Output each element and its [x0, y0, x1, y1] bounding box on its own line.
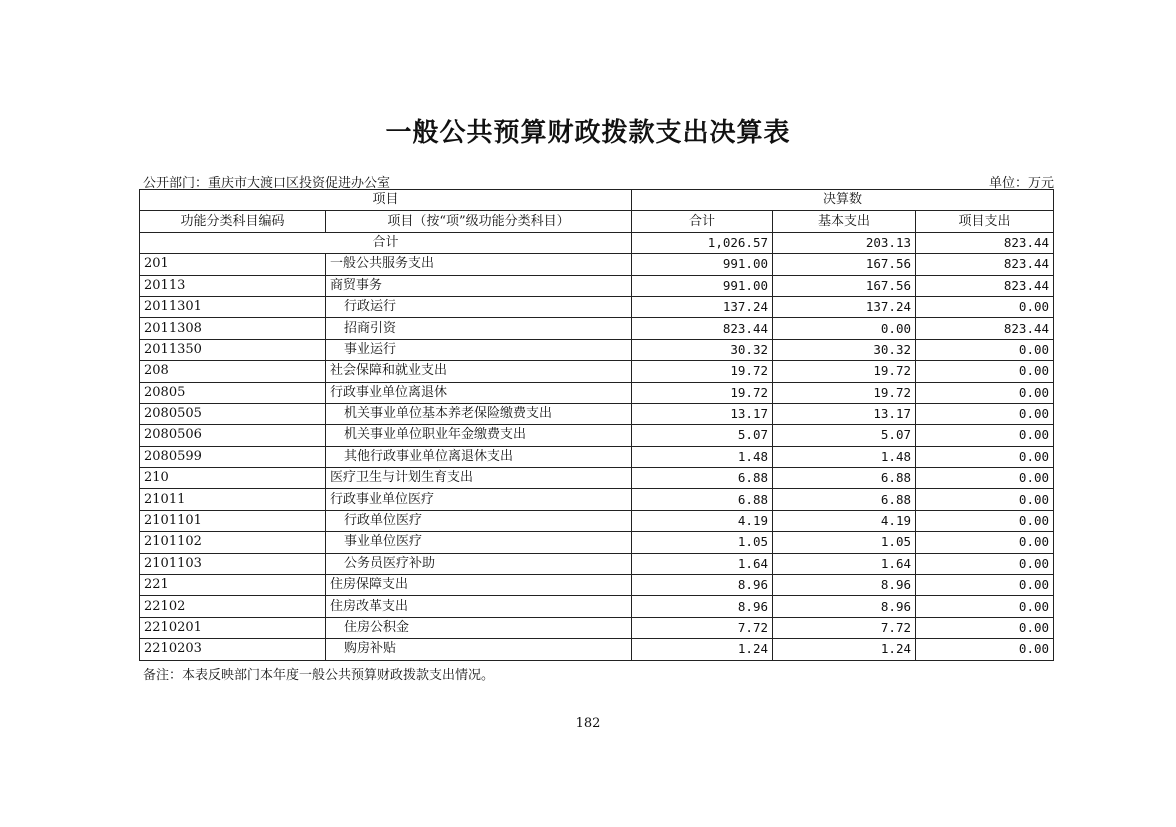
row-name: 社会保障和就业支出 [326, 361, 632, 382]
row-basic: 1.64 [773, 553, 916, 574]
table-row [140, 532, 1054, 553]
row-name: 住房改革支出 [326, 596, 632, 617]
table-row [140, 318, 1054, 339]
row-basic: 137.24 [773, 296, 916, 317]
table-row [140, 617, 1054, 638]
row-total: 19.72 [632, 382, 773, 403]
row-project: 823.44 [916, 254, 1054, 275]
table-row [140, 639, 1054, 660]
table-row [140, 275, 1054, 296]
row-code: 2210203 [140, 639, 326, 660]
row-basic: 0.00 [773, 318, 916, 339]
page-number: 182 [575, 716, 601, 731]
row-total: 4.19 [632, 510, 773, 531]
row-name: 住房公积金 [326, 617, 632, 638]
row-total: 1.48 [632, 446, 773, 467]
row-code: 2011301 [140, 296, 326, 317]
table-row [140, 596, 1054, 617]
page-title: 一般公共预算财政拨款支出决算表 [385, 118, 791, 148]
total-label: 合计 [140, 232, 632, 253]
row-project: 0.00 [916, 382, 1054, 403]
row-name: 医疗卫生与计划生育支出 [326, 468, 632, 489]
row-name: 一般公共服务支出 [326, 254, 632, 275]
row-total: 991.00 [632, 254, 773, 275]
row-name: 行政事业单位医疗 [326, 489, 632, 510]
row-code: 221 [140, 575, 326, 596]
total-row [140, 232, 1054, 253]
row-code: 2011308 [140, 318, 326, 339]
table-row [140, 510, 1054, 531]
row-total: 1.05 [632, 532, 773, 553]
row-code: 21011 [140, 489, 326, 510]
row-name: 商贸事务 [326, 275, 632, 296]
total-project: 823.44 [916, 232, 1054, 253]
budget-table [139, 189, 1054, 661]
row-code: 2101103 [140, 553, 326, 574]
row-basic: 1.48 [773, 446, 916, 467]
unit-label: 单位：万元 [988, 176, 1054, 191]
row-project: 0.00 [916, 339, 1054, 360]
header-project: 项目支出 [916, 211, 1054, 232]
table-row [140, 553, 1054, 574]
row-project: 0.00 [916, 403, 1054, 424]
row-name: 其他行政事业单位离退休支出 [326, 446, 632, 467]
row-project: 0.00 [916, 489, 1054, 510]
row-basic: 1.24 [773, 639, 916, 660]
row-project: 0.00 [916, 575, 1054, 596]
table-row [140, 339, 1054, 360]
header-basic: 基本支出 [773, 211, 916, 232]
header-total: 合计 [632, 211, 773, 232]
row-basic: 167.56 [773, 254, 916, 275]
row-code: 22102 [140, 596, 326, 617]
row-total: 5.07 [632, 425, 773, 446]
row-name: 行政事业单位离退休 [326, 382, 632, 403]
table-row [140, 254, 1054, 275]
row-basic: 6.88 [773, 468, 916, 489]
row-total: 137.24 [632, 296, 773, 317]
row-total: 19.72 [632, 361, 773, 382]
row-name: 招商引资 [326, 318, 632, 339]
row-basic: 19.72 [773, 382, 916, 403]
table-row [140, 403, 1054, 424]
row-name: 行政单位医疗 [326, 510, 632, 531]
table-note: 备注：本表反映部门本年度一般公共预算财政拨款支出情况。 [143, 668, 495, 683]
total-total: 1,026.57 [632, 232, 773, 253]
row-basic: 4.19 [773, 510, 916, 531]
row-total: 6.88 [632, 489, 773, 510]
row-name: 购房补贴 [326, 639, 632, 660]
row-basic: 5.07 [773, 425, 916, 446]
table-row [140, 489, 1054, 510]
row-code: 20805 [140, 382, 326, 403]
row-name: 机关事业单位职业年金缴费支出 [326, 425, 632, 446]
row-project: 0.00 [916, 446, 1054, 467]
row-project: 0.00 [916, 553, 1054, 574]
row-basic: 6.88 [773, 489, 916, 510]
row-code: 2101101 [140, 510, 326, 531]
row-name: 行政运行 [326, 296, 632, 317]
row-basic: 167.56 [773, 275, 916, 296]
row-name: 住房保障支出 [326, 575, 632, 596]
row-project: 0.00 [916, 532, 1054, 553]
row-basic: 13.17 [773, 403, 916, 424]
row-project: 823.44 [916, 318, 1054, 339]
table-row [140, 575, 1054, 596]
row-name: 事业单位医疗 [326, 532, 632, 553]
table-row [140, 446, 1054, 467]
table-row [140, 361, 1054, 382]
row-code: 2080599 [140, 446, 326, 467]
table-header [140, 190, 1054, 233]
header-group-row [140, 190, 1054, 211]
row-basic: 7.72 [773, 617, 916, 638]
row-project: 0.00 [916, 361, 1054, 382]
row-project: 0.00 [916, 296, 1054, 317]
row-total: 8.96 [632, 596, 773, 617]
row-total: 30.32 [632, 339, 773, 360]
row-total: 6.88 [632, 468, 773, 489]
row-code: 2011350 [140, 339, 326, 360]
row-project: 823.44 [916, 275, 1054, 296]
row-name: 公务员医疗补助 [326, 553, 632, 574]
row-code: 2101102 [140, 532, 326, 553]
header-code: 功能分类科目编码 [140, 211, 326, 232]
row-basic: 19.72 [773, 361, 916, 382]
table-row [140, 468, 1054, 489]
row-total: 7.72 [632, 617, 773, 638]
row-name: 机关事业单位基本养老保险缴费支出 [326, 403, 632, 424]
row-code: 2210201 [140, 617, 326, 638]
table-row [140, 296, 1054, 317]
row-project: 0.00 [916, 468, 1054, 489]
row-total: 1.64 [632, 553, 773, 574]
row-total: 1.24 [632, 639, 773, 660]
row-code: 208 [140, 361, 326, 382]
table-row [140, 382, 1054, 403]
row-code: 2080505 [140, 403, 326, 424]
row-project: 0.00 [916, 617, 1054, 638]
row-code: 20113 [140, 275, 326, 296]
row-name: 事业运行 [326, 339, 632, 360]
row-basic: 30.32 [773, 339, 916, 360]
row-code: 210 [140, 468, 326, 489]
total-basic: 203.13 [773, 232, 916, 253]
row-project: 0.00 [916, 510, 1054, 531]
row-basic: 8.96 [773, 596, 916, 617]
row-code: 201 [140, 254, 326, 275]
table-row [140, 425, 1054, 446]
header-column-row [140, 211, 1054, 232]
row-total: 823.44 [632, 318, 773, 339]
header-name: 项目（按“项”级功能分类科目） [326, 211, 632, 232]
row-total: 8.96 [632, 575, 773, 596]
row-basic: 1.05 [773, 532, 916, 553]
row-project: 0.00 [916, 425, 1054, 446]
header-group-item: 项目 [140, 190, 632, 211]
department-label: 公开部门：重庆市大渡口区投资促进办公室 [143, 176, 391, 191]
row-basic: 8.96 [773, 575, 916, 596]
row-project: 0.00 [916, 596, 1054, 617]
row-project: 0.00 [916, 639, 1054, 660]
table-body [140, 232, 1054, 660]
row-total: 13.17 [632, 403, 773, 424]
row-total: 991.00 [632, 275, 773, 296]
row-code: 2080506 [140, 425, 326, 446]
header-group-amount: 决算数 [632, 190, 1054, 211]
